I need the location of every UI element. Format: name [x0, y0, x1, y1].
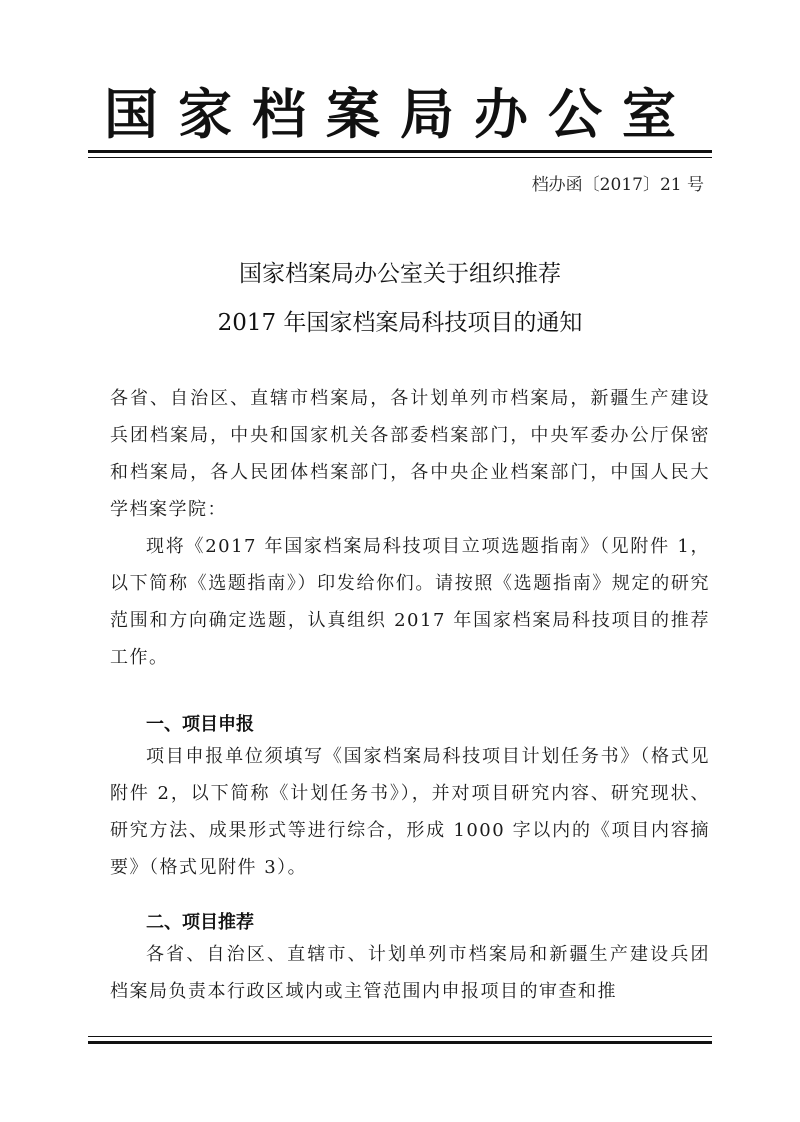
org-letterhead-title: 国家档案局办公室	[104, 83, 696, 146]
intro-paragraph: 现将《2017 年国家档案局科技项目立项选题指南》（见附件 1，以下简称《选题指南》）印发给你们。请按照《选题指南》规定的研究范围和方向确定选题，认真组织 2017 年国家档案局科技项目的推荐工作。	[110, 536, 710, 668]
letterhead-rule-thick	[88, 150, 712, 153]
notice-title-line1: 国家档案局办公室关于组织推荐	[239, 261, 561, 287]
document-number: 档办函〔2017〕21 号	[531, 175, 704, 195]
footer-rule-thick	[88, 1041, 712, 1044]
section-heading-application: 一、项目申报	[146, 714, 254, 735]
letterhead-rule-thin	[88, 157, 712, 158]
recipients-paragraph: 各省、自治区、直辖市档案局，各计划单列市档案局，新疆生产建设兵团档案局，中央和国家机关各部委档案部门，中央军委办公厅保密和档案局，各人民团体档案部门，各中央企业档案部门，中国人民大学档案学院：	[110, 388, 710, 520]
footer-rule-thin	[88, 1036, 712, 1037]
notice-title-line2: 2017 年国家档案局科技项目的通知	[217, 310, 583, 336]
recommendation-paragraph: 各省、自治区、直辖市、计划单列市档案局和新疆生产建设兵团档案局负责本行政区域内或主管范围内申报项目的审查和推	[110, 944, 710, 1002]
application-paragraph: 项目申报单位须填写《国家档案局科技项目计划任务书》（格式见附件 2，以下简称《计划任务书》），并对项目研究内容、研究现状、研究方法、成果形式等进行综合，形成 1000 字以内的《项目内容摘要》（格式见附件 3）。	[110, 746, 710, 878]
section-heading-recommendation: 二、项目推荐	[146, 912, 254, 933]
